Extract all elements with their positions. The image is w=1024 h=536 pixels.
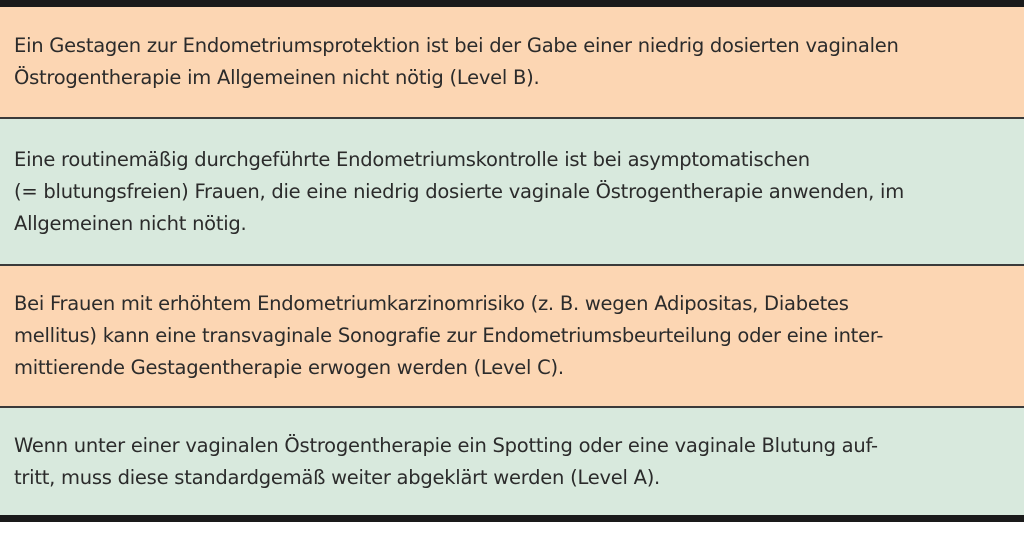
recommendation-text-2	[14, 144, 1006, 240]
recommendation-row-3	[0, 266, 1024, 406]
recommendation-text-1	[14, 30, 1006, 94]
recommendation-2-line-2: (= blutungsfreien) Frauen, die eine niedrig dosierte vaginale Östrogentherapie anwenden, im	[14, 179, 904, 203]
recommendation-3-line-2: mellitus) kann eine transvaginale Sonografie zur Endometriumsbeurteilung oder eine inter-	[14, 324, 884, 347]
recommendation-4-line-1: Wenn unter einer vaginalen Östrogentherapie ein Spotting oder eine vaginale Blutung auf-	[14, 433, 878, 457]
recommendation-row-1	[0, 7, 1024, 117]
recommendation-3-line-3: mittierende Gestagentherapie erwogen werden (Level C).	[14, 356, 564, 379]
recommendation-4-line-2: tritt, muss diese standardgemäß weiter abgeklärt werden (Level A).	[14, 465, 661, 489]
bottom-rule	[0, 515, 1024, 522]
recommendation-row-2	[0, 119, 1024, 264]
recommendation-row-4	[0, 408, 1024, 515]
recommendation-2-line-3: Allgemeinen nicht nötig.	[14, 211, 247, 235]
recommendation-text-3	[14, 288, 1006, 384]
top-rule	[0, 0, 1024, 7]
recommendation-1-line-1: Ein Gestagen zur Endometriumsprotektion ist bei der Gabe einer niedrig dosierten vaginalen	[14, 34, 899, 57]
recommendation-text-4	[14, 430, 1006, 494]
recommendation-3-line-1: Bei Frauen mit erhöhtem Endometriumkarzinomrisiko (z. B. wegen Adipositas, Diabetes	[14, 292, 849, 315]
recommendation-1-line-2: Östrogentherapie im Allgemeinen nicht nötig (Level B).	[14, 66, 540, 89]
recommendation-2-line-1: Eine routinemäßig durchgeführte Endometriumskontrolle ist bei asymptomatischen	[14, 147, 810, 171]
